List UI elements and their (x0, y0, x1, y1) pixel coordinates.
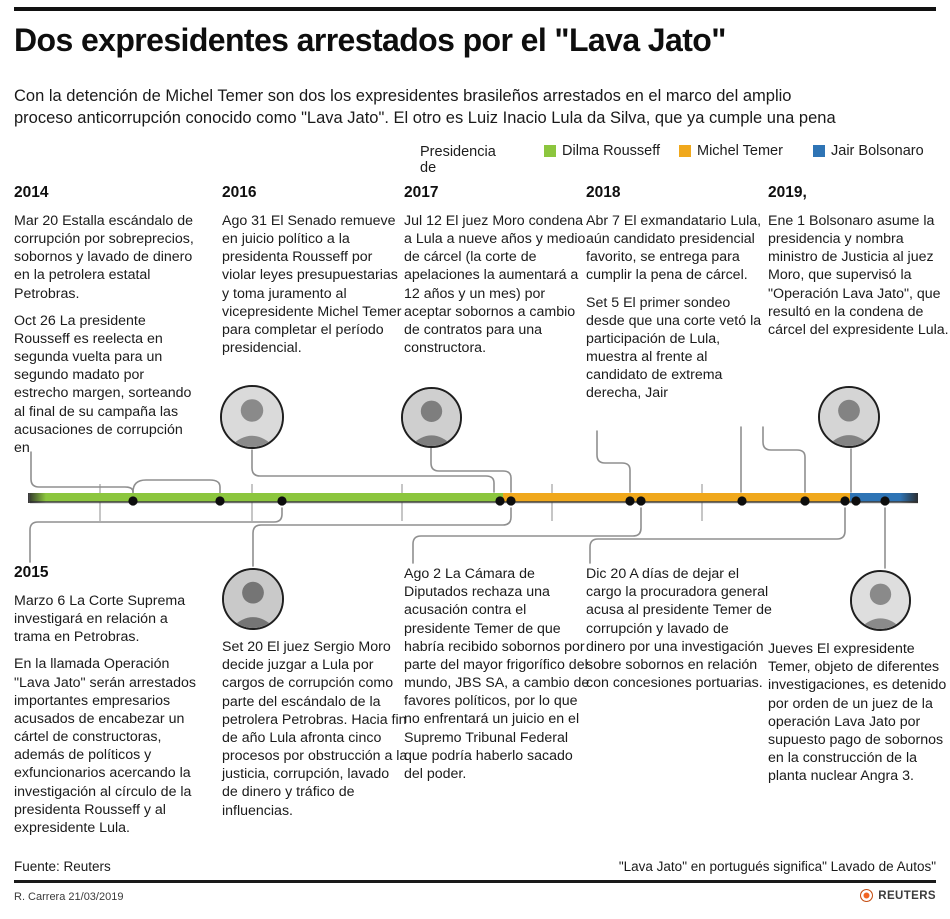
timeline-event-dot (625, 496, 634, 505)
timeline-bar-rousseff (30, 493, 503, 502)
year-label-2014: 2014 (14, 184, 49, 201)
event-paragraph: Ago 31 El Senado remueve en juicio político a la presidenta Rousseff por violar leyes presupuestarias y toma juramento al vicepresidente Michel Temer para completar el período presidencial. (222, 212, 402, 357)
event-paragraph: Jul 12 El juez Moro condena a Lula a nueve años y medio de cárcel (la corte de apelaciones la aumentará a 12 años y un mes) por aceptar sobornos a cambio de contratos para una constructora. (404, 212, 586, 357)
source-label: Fuente: Reuters (14, 859, 111, 874)
timeline-column-2017 (404, 183, 590, 366)
event-paragraph: Set 5 El primer sondeo desde que una corte vetó la participación de Lula, muestra al frente al candidato de extrema derecha, Jair (586, 294, 762, 402)
timeline-column-jueves (768, 640, 950, 794)
event-paragraph: Mar 20 Estalla escándalo de corrupción por sobreprecios, sobornos y lavado de dinero en la petrolera estatal Petrobras. (14, 212, 194, 302)
connector-dic20 (590, 508, 845, 563)
person-icon (224, 570, 282, 628)
footnote: "Lava Jato" en portugués significa" Lavado de Autos" (618, 859, 936, 874)
event-paragraph: Dic 20 A días de dejar el cargo la procuradora general acusa al presidente Temer de corrupción y lavado de dinero por una investigación sobre sobornos en relación con concesiones portuarias. (586, 566, 772, 692)
connector-2018-sondeo (763, 427, 805, 492)
event-paragraph: Set 20 El juez Sergio Moro decide juzgar a Lula por cargos de corrupción como parte del escándalo de la petrolera Petrobras. Hacia fin de año Lula afronta cinco procesos por obstrucción a la justicia, corrupción, lavado de dinero y tráfico de influencias. (222, 639, 408, 819)
timeline-event-dot (840, 496, 849, 505)
timeline-event-dot (495, 496, 504, 505)
connector-rousseff-photo (252, 450, 494, 492)
timeline-event-dot (506, 496, 515, 505)
timeline-bar (28, 493, 918, 503)
subtitle-line: proceso anticorrupción conocido como "Lava Jato". El otro es Luiz Inacio Lula da Silva, que ya cumple una pena (14, 108, 836, 127)
event-paragraph: Ene 1 Bolsonaro asume la presidencia y nombra ministro de Justicia al juez Moro, que supervisó la "Operación Lava Jato", que resultó en la condena de cárcel del expresidente Lula. (768, 212, 949, 338)
event-paragraph: Jueves El expresidente Temer, objeto de diferentes investigaciones, es detenido por orden de un juez de la operación Lava Jato por supuesto pago de sobornos en la construcción de la planta nuclear Angra 3. (768, 641, 947, 785)
connector-lula-photo (431, 448, 511, 492)
connector-2014-oct26 (133, 480, 220, 493)
subtitle (14, 86, 934, 130)
year-label-2017: 2017 (404, 184, 439, 201)
connector-2015 (30, 508, 282, 562)
photo-bolsonaro (818, 386, 880, 448)
timeline-event-dots (128, 496, 889, 505)
legend-label: Presidencia de (420, 144, 496, 176)
legend-item-rousseff (544, 143, 660, 159)
event-paragraph: En la llamada Operación "Lava Jato" serán arrestados importantes empresarios acusados de encabezar un cártel de constructoras, además de políticos y exfuncionarios acercando la investigación al círculo de la presidenta Rousseff y al expresidente Lula. (14, 656, 196, 836)
reuters-brand: REUTERS (878, 889, 936, 902)
timeline-column-2019 (768, 183, 950, 348)
photo-moro (222, 568, 284, 630)
timeline-column-dic20 (586, 565, 772, 701)
timeline-left-cap (28, 493, 46, 503)
timeline-event-dot (215, 496, 224, 505)
timeline-event-dot (737, 496, 746, 505)
timeline-axis-shadow (30, 501, 918, 503)
rousseff-swatch-icon (544, 145, 556, 157)
event-paragraph: Ago 2 La Cámara de Diputados rechaza una acusación contra el presidente Temer de que habría recibido sobornos por parte del mayor frigorífico del mundo, JBS SA, a cambio de favores políticos, por lo que no enfrentará un juicio en el Supremo Tribunal Federal que podría haberlo sacado del poder. (404, 566, 590, 782)
timeline-column-2015 (14, 563, 200, 846)
timeline-column-set20 (222, 638, 408, 829)
timeline-bar-temer (503, 493, 850, 502)
year-label-2016: 2016 (222, 184, 257, 201)
event-paragraph: Marzo 6 La Corte Suprema investigará en relación a trama en Petrobras. (14, 592, 186, 646)
bolsonaro-swatch-icon (813, 145, 825, 157)
top-rule (14, 7, 936, 11)
person-icon (403, 389, 460, 446)
timeline-right-cap (900, 493, 918, 503)
year-label-2015: 2015 (14, 564, 49, 581)
footer-rule (14, 880, 936, 883)
timeline-column-2016 (222, 183, 408, 366)
photo-temer (850, 570, 911, 631)
subtitle-line: Con la detención de Michel Temer son dos los expresidentes brasileños arrestados en el marco del amplio (14, 87, 792, 105)
timeline-event-dot (128, 496, 137, 505)
person-icon (222, 387, 282, 447)
timeline-event-dot (636, 496, 645, 505)
connector-moro-photo (253, 508, 511, 566)
person-icon (852, 572, 909, 629)
connector-2018-abr7 (597, 431, 630, 492)
legend-item-temer (679, 143, 783, 159)
year-label-2018: 2018 (586, 184, 621, 201)
temer-swatch-icon (679, 145, 691, 157)
event-paragraph: Abr 7 El exmandatario Lula, aún candidato presidencial favorito, se entrega para cumplir la pena de cárcel. (586, 212, 762, 284)
year-label-2019: 2019, (768, 184, 807, 201)
photo-lula (401, 387, 462, 448)
timeline-event-dot (800, 496, 809, 505)
page-title: Dos expresidentes arrestados por el "Lava Jato" (14, 22, 726, 58)
timeline-event-dot (851, 496, 860, 505)
legend-item-label: Dilma Rousseff (562, 143, 661, 159)
reuters-logo (860, 889, 936, 902)
timeline-year-ticks (100, 484, 702, 521)
timeline-column-2018 (586, 183, 772, 412)
timeline-column-ago2 (404, 565, 590, 792)
legend-item-label: Michel Temer (697, 143, 783, 159)
credit: R. Carrera 21/03/2019 (14, 891, 124, 903)
legend-item-label: Jair Bolsonaro (831, 143, 924, 159)
timeline-event-dot (880, 496, 889, 505)
event-paragraph: Oct 26 La presidente Rousseff es reelecta en segunda vuelta para un segundo madato por estrecho margen, sorteando al final de su campaña las acusaciones de corrupción en (14, 312, 192, 456)
reuters-logo-icon (860, 889, 873, 902)
person-icon (820, 388, 878, 446)
photo-rousseff (220, 385, 284, 449)
timeline-event-dot (277, 496, 286, 505)
timeline-bar-bolsonaro (850, 493, 918, 502)
connector-ago2 (413, 508, 641, 563)
legend-item-bolsonaro (813, 143, 924, 159)
timeline-column-2014 (14, 183, 200, 466)
